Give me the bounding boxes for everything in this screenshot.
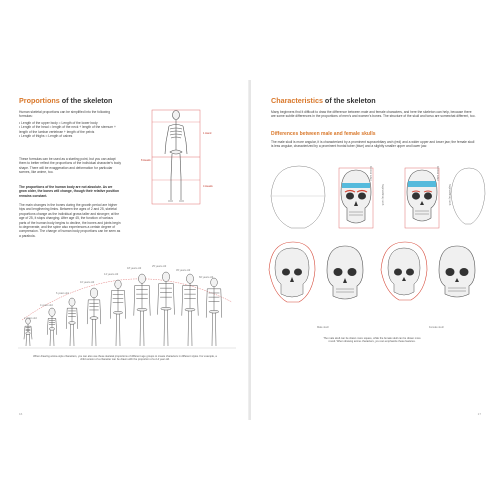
title-accent-word: Characteristics xyxy=(271,96,323,105)
male-skull-front xyxy=(339,168,373,228)
formula-list xyxy=(19,121,123,139)
frontal-tuber-highlight xyxy=(342,183,370,188)
label-supraorbitary-left: Supraorbitary arch xyxy=(381,184,384,206)
age-skeleton xyxy=(66,298,78,346)
skull-subheading: Differences between male and female skulls xyxy=(271,131,376,137)
left-page-title xyxy=(19,96,112,105)
age-skeleton xyxy=(206,278,222,346)
title-rest: of the skeleton xyxy=(322,96,376,105)
age-label: 10 years old xyxy=(80,281,95,284)
age-skeleton xyxy=(110,280,125,346)
bold-lead: The proportions of the human body are not absolute. As we grow older, the bones will change, though their relative position remains constant. xyxy=(19,185,120,198)
right-page-title xyxy=(271,96,376,105)
formula-item: • Length of the upper body = Length of the lower body xyxy=(19,121,123,125)
title-rest: of the skeleton xyxy=(59,96,113,105)
age-label: 18 years old xyxy=(127,267,142,270)
label-frontal-tuber-left: Frontal tuber xyxy=(369,166,372,181)
male-skull xyxy=(327,246,363,299)
age-label: 6 years old xyxy=(56,292,69,295)
age-label: 60 years old xyxy=(199,276,214,279)
right-page xyxy=(251,80,500,420)
age-skeleton xyxy=(182,274,198,346)
ratio-label-top: 1 Hand xyxy=(203,132,212,135)
paragraph-2: These formulas can be used as a starting point, but you can adapt them to better reflect the proportions of the individual character's body shape. There will be exaggeration and deformation for particular scenes, like anime, too. xyxy=(19,157,121,175)
label-female-skull: Female skull xyxy=(429,326,444,329)
skull-row-2 xyxy=(265,240,485,310)
left-page xyxy=(0,80,249,420)
male-head-with-skull xyxy=(269,242,315,302)
label-frontal-tuber-right: Frontal tuber xyxy=(436,166,439,181)
title-accent-word: Proportions xyxy=(19,96,60,105)
head-outline-front-right xyxy=(451,168,485,224)
age-label: 45 years old xyxy=(176,269,191,272)
page-number-right: 17 xyxy=(477,412,481,416)
intro-text: Human skeletal proportions can be simplified into the following formulas: xyxy=(19,110,111,119)
right-caption: The male skull can be drawn more square, while the female skull can be drawn more round. When drawing anime characters, you can emphasize these features. xyxy=(323,337,421,344)
book-spread xyxy=(0,80,500,420)
ratio-label-bottom: 4 Heads xyxy=(203,185,213,188)
page-number-left: 16 xyxy=(19,412,23,416)
proportion-skeleton-diagram xyxy=(140,108,220,206)
age-skeleton xyxy=(24,318,32,346)
age-label: 2 years old xyxy=(24,317,37,320)
female-skull xyxy=(439,246,475,297)
female-head-with-skull xyxy=(381,242,427,300)
age-label: 25 years old xyxy=(152,265,167,268)
female-skull-front xyxy=(405,168,439,228)
skull-description: The male skull is more angular, it is characterized by a prominent supraorbitary arch (red) and a wider upper and lower jaw; the female skull is less angular, characterized by a prominent frontal tuber (blue) and a slightly smaller upper and lower jaw. xyxy=(271,140,475,149)
age-label: 14 years old xyxy=(104,273,119,276)
formula-item: • Length of the head = length of the neck + length of the sternum + length of the lumbar vertebrae + length of the pelvis xyxy=(19,125,123,134)
age-skeleton xyxy=(87,288,101,346)
age-label: 4 years old xyxy=(40,304,53,307)
paragraph-3: The main changes in the bones during the growth period are higher hips and lengthening limbs. Between the ages of 2 and 25, skeletal proportions change as the individual grows taller and stronger; at the age of 25, it stops changing. After age 45, the function of various parts of the human body begins to decline, the bones and joints begin to degenerate, and the spine also experiences a certain degree of compression. The change of human body proportions can be seen as a parabola. xyxy=(19,203,121,238)
left-caption: When drawing anime-style characters, you can also use these skeletal proportions of different age groups to create characters in different styles. For example, a child version of a character can be drawn with the proportion of a 2-4 year old. xyxy=(33,355,217,362)
age-skeleton xyxy=(134,274,150,346)
age-skeleton xyxy=(158,272,175,346)
formula-item: • Length of thighs = Length of calves xyxy=(19,134,123,138)
right-intro-text: Many beginners find it difficult to draw the difference between male and female characters, and here the skeleton can help, because there are some subtle differences in the proportions of men's and women's bones. The structure of the skull and torso are somewhat different, too. xyxy=(271,110,476,119)
skull-row-1 xyxy=(265,162,485,234)
age-skeleton xyxy=(47,308,57,346)
label-male-skull: Male skull xyxy=(317,326,329,329)
label-supraorbitary-right: Supraorbitary arch xyxy=(448,184,451,206)
head-outline-front-left xyxy=(271,166,325,228)
ratio-label-mid: 8 Heads xyxy=(141,159,151,162)
